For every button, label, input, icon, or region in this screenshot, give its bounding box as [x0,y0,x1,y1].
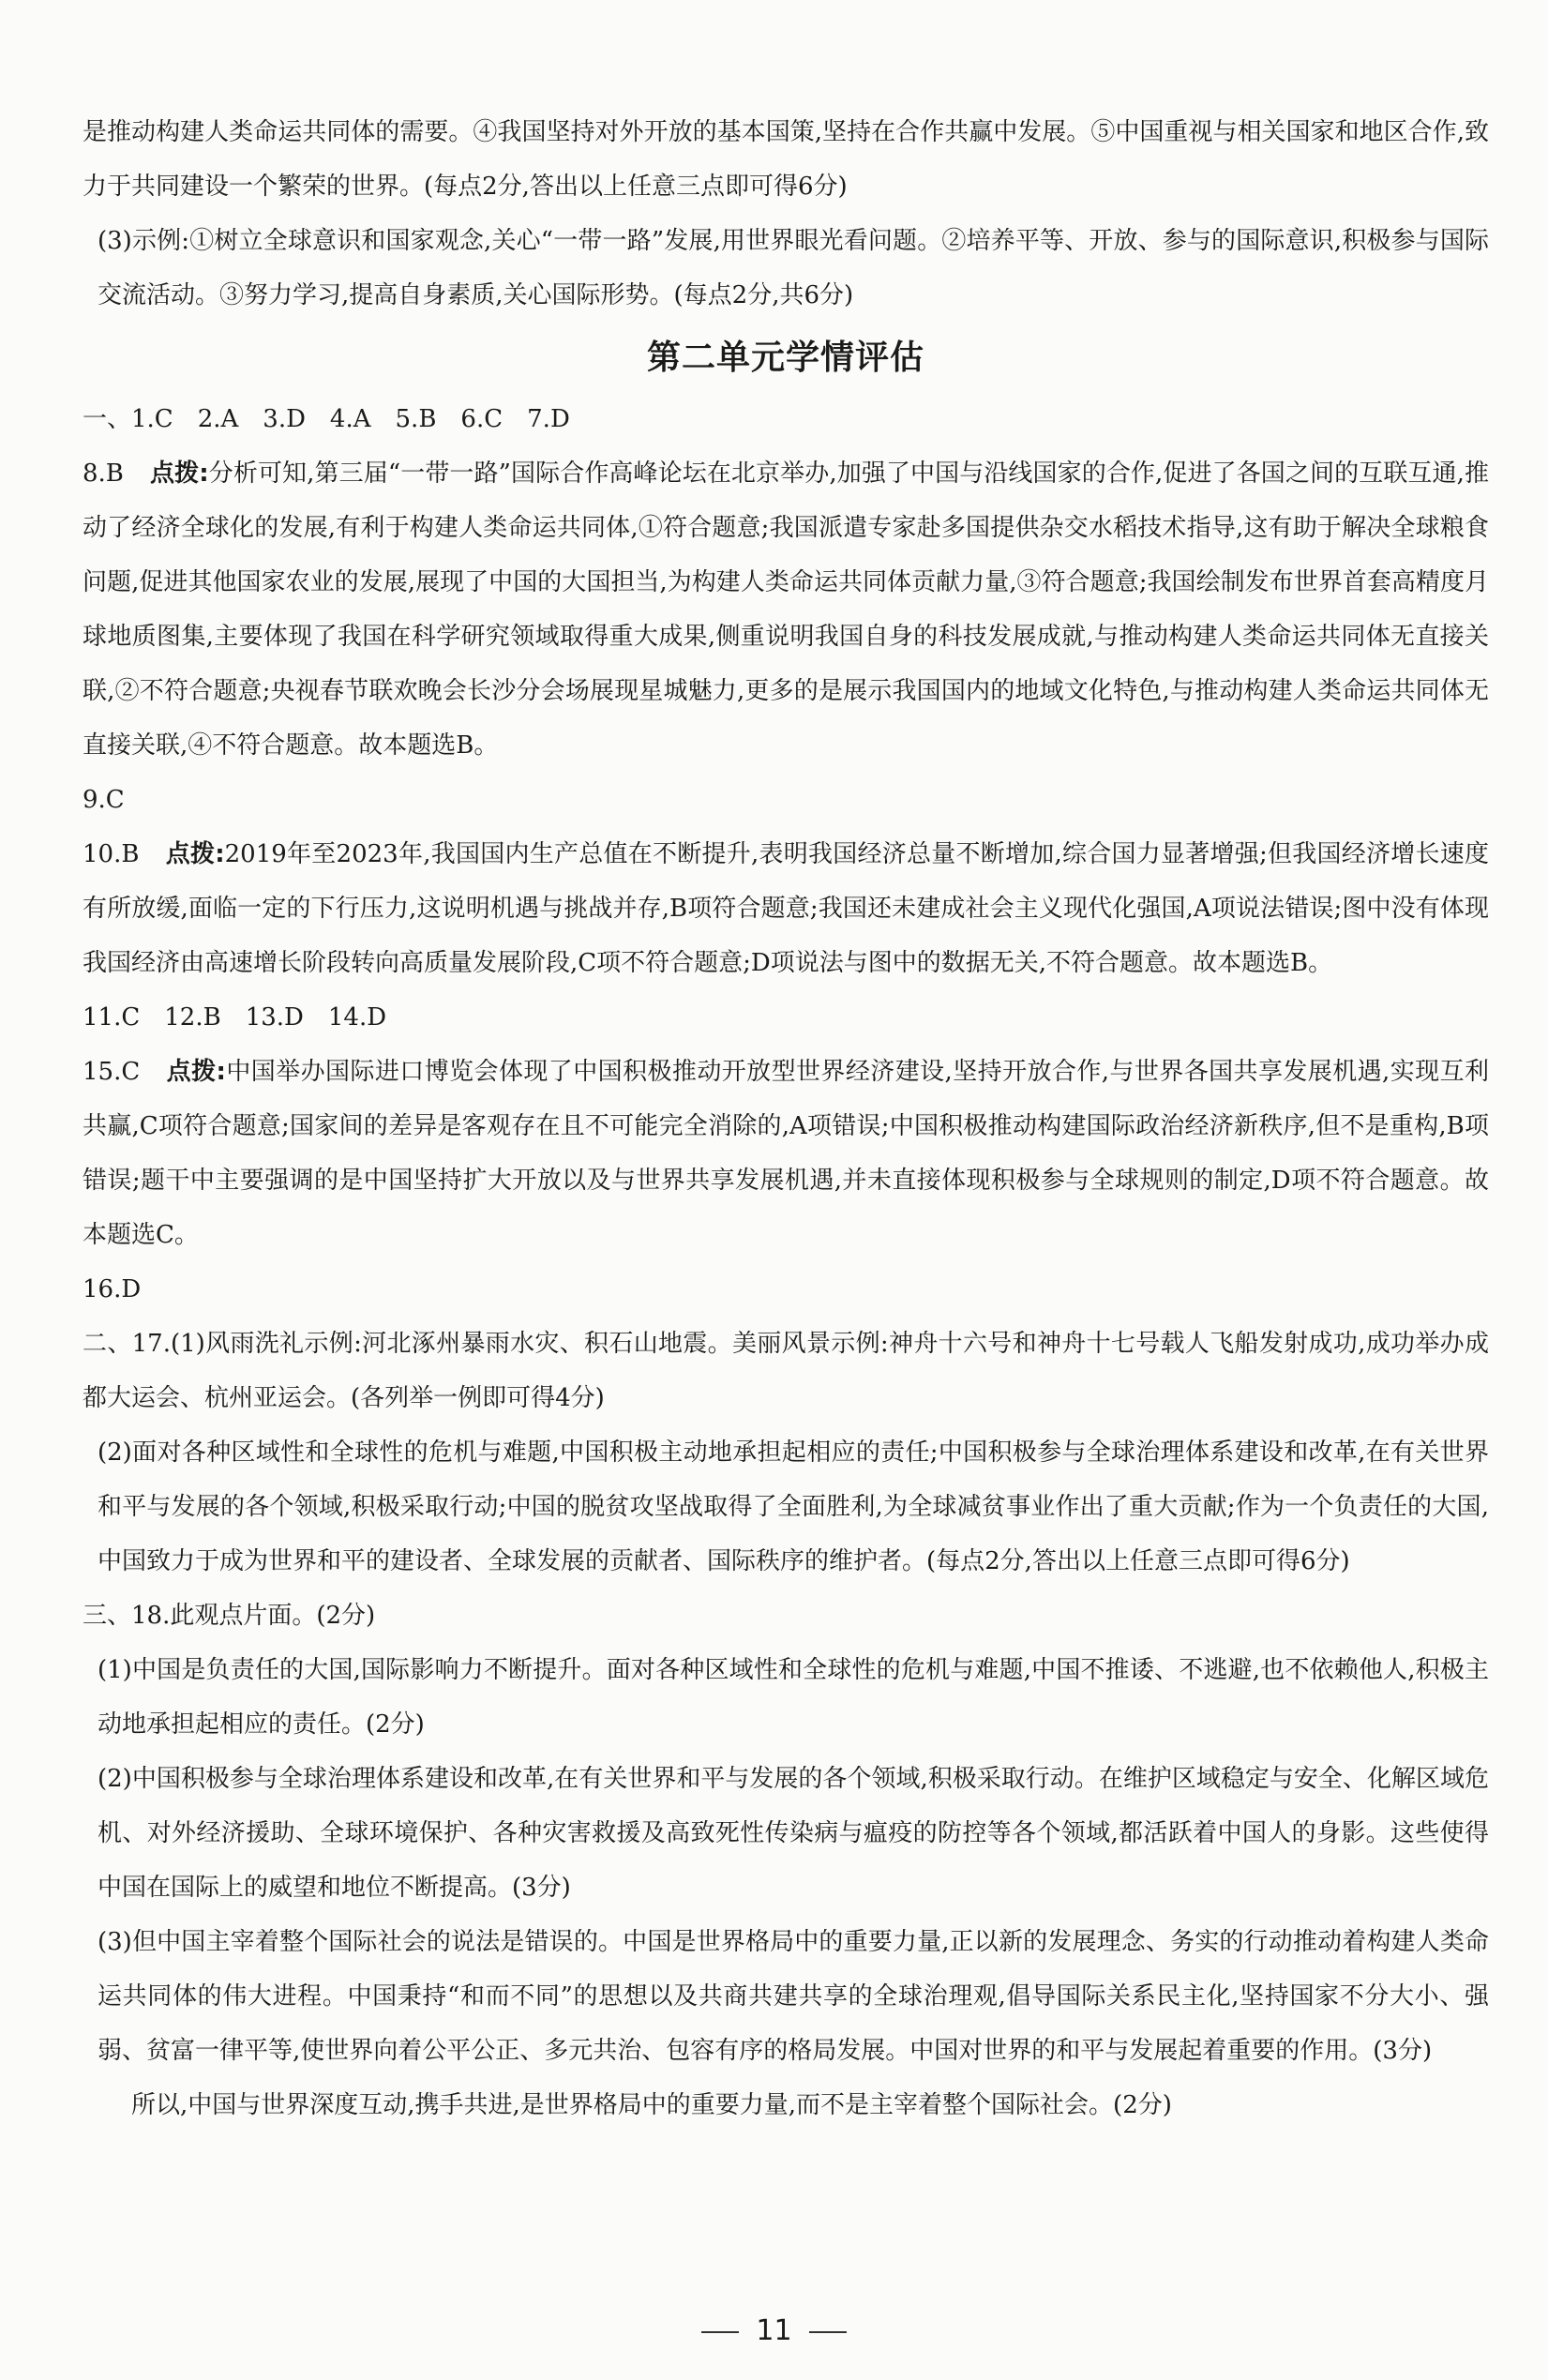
footer-dash-right [809,2331,847,2333]
q10-explanation: 2019年至2023年,我国国内生产总值在不断提升,表明我国经济总量不断增加,综合国力显著增强;但我国经济增长速度有所放缓,面临一定的下行压力,这说明机遇与挑战并存,B项符合题意;我国还未建成社会主义现代化强国,A项说法错误;图中没有体现我国经济由高速增长阶段转向高质量发展阶段,C项不符合题意;D项说法与图中的数据无关,不符合题意。故本题选B。 [83,840,1489,977]
q10-hint-label: 点拨: [165,840,225,868]
q15-explanation: 中国举办国际进口博览会体现了中国积极推动开放型世界经济建设,坚持开放合作,与世界各国共享发展机遇,实现互利共赢,C项符合题意;国家间的差异是客观存在且不可能完全消除的,A项错误;中国积极推动构建国际政治经济新秩序,但不是重构,B项错误;题干中主要强调的是中国坚持扩大开放以及与世界共享发展机遇,并未直接体现积极参与全球规则的制定,D项不符合题意。故本题选C。 [83,1058,1490,1249]
page-footer [0,2314,1548,2347]
prev-answer-part3: (3)示例:①树立全球意识和国家观念,关心“一带一路”发展,用世界眼光看问题。②培养平等、开放、参与的国际意识,积极参与国际交流活动。③努力学习,提高自身素质,关心国际形势。(每点2分,共6分) [98,227,1489,309]
question-10-answer [83,827,1489,990]
q15-hint-label: 点拨: [166,1058,226,1086]
q15-number: 15.C [83,1058,141,1086]
question-18-point3: (3)但中国主宰着整个国际社会的说法是错误的。中国是世界格局中的重要力量,正以新的发展理念、务实的行动推动着构建人类命运共同体的伟大进程。中国秉持“和而不同”的思想以及共商共建共享的全球治理观,倡导国际关系民主化,坚持国家不分大小、强弱、贫富一律平等,使世界向着公平公正、多元共治、包容有序的格局发展。中国对世界的和平与发展起着重要的作用。(3分) [98,1928,1489,2065]
page-body [83,105,1489,2132]
question-18-point1: (1)中国是负责任的大国,国际影响力不断提升。面对各种区域性和全球性的危机与难题,中国不推诿、不逃避,也不依赖他人,积极主动地承担起相应的责任。(2分) [98,1656,1489,1739]
prev-answer-continuation: 是推动构建人类命运共同体的需要。④我国坚持对外开放的基本国策,坚持在合作共赢中发展。⑤中国重视与相关国家和地区合作,致力于共同建设一个繁荣的世界。(每点2分,答出以上任意三点即可得6分) [83,118,1489,201]
question-18-point2: (2)中国积极参与全球治理体系建设和改革,在有关世界和平与发展的各个领域,积极采取行动。在维护区域稳定与安全、化解区域危机、对外经济援助、全球环境保护、各种灾害救援及高致死性传染病与瘟疫的防控等各个领域,都活跃着中国人的身影。这些使得中国在国际上的威望和地位不断提高。(3分) [98,1765,1489,1902]
section-title: 第二单元学情评估 [646,339,924,377]
answers-1-7: 一、1.C 2.A 3.D 4.A 5.B 6.C 7.D [83,405,570,433]
q8-number: 8.B [83,459,124,488]
question-15-answer [83,1045,1489,1262]
q8-explanation: 分析可知,第三届“一带一路”国际合作高峰论坛在北京举办,加强了中国与沿线国家的合作,促进了各国之间的互联互通,推动了经济全球化的发展,有利于构建人类命运共同体,①符合题意;我国派遣专家赴多国提供杂交水稻技术指导,这有助于解决全球粮食问题,促进其他国家农业的发展,展现了中国的大国担当,为构建人类命运共同体贡献力量,③符合题意;我国绘制发布世界首套高精度月球地质图集,主要体现了我国在科学研究领域取得重大成果,侧重说明我国自身的科技发展成就,与推动构建人类命运共同体无直接关联,②不符合题意;央视春节联欢晚会长沙分会场展现星城魅力,更多的是展示我国国内的地域文化特色,与推动构建人类命运共同体无直接关联,④不符合题意。故本题选B。 [83,459,1489,760]
question-17-part2: (2)面对各种区域性和全球性的危机与难题,中国积极主动地承担起相应的责任;中国积极参与全球治理体系建设和改革,在有关世界和平与发展的各个领域,积极采取行动;中国的脱贫攻坚战取得了全面胜利,为全球减贫事业作出了重大贡献;作为一个负责任的大国,中国致力于成为世界和平的建设者、全球发展的贡献者、国际秩序的维护者。(每点2分,答出以上任意三点即可得6分) [98,1439,1489,1575]
answers-11-14: 11.C 12.B 13.D 14.D [83,1003,387,1032]
q8-hint-label: 点拨: [149,459,209,488]
question-8-answer [83,446,1489,773]
page-number: 11 [756,2314,792,2347]
question-18-verdict: 三、18.此观点片面。(2分) [83,1602,376,1630]
question-16-answer: 16.D [83,1275,142,1303]
q10-number: 10.B [83,840,140,868]
footer-dash-left [701,2331,739,2333]
question-18-conclusion: 所以,中国与世界深度互动,携手共进,是世界格局中的重要力量,而不是主宰着整个国际社会。(2分) [131,2091,1172,2119]
question-17-part1: 二、17.(1)风雨洗礼示例:河北涿州暴雨水灾、积石山地震。美丽风景示例:神舟十六号和神舟十七号载人飞船发射成功,成功举办成都大运会、杭州亚运会。(各列举一例即可得4分) [83,1330,1489,1412]
question-9-answer: 9.C [83,786,125,814]
